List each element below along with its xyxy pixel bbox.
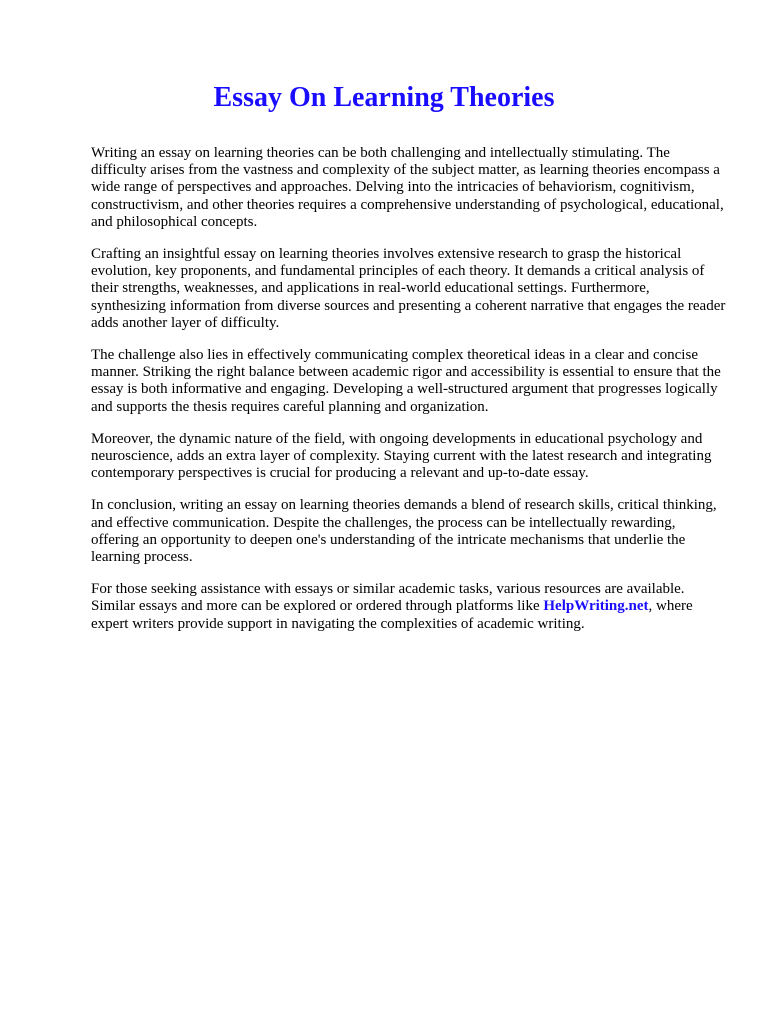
essay-body	[91, 145, 727, 648]
paragraph-6-text-after-link: , where expert writers provide support in navigating the complexities of academic writing.	[91, 598, 693, 632]
paragraph-5: In conclusion, writing an essay on learning theories demands a blend of research skills, critical thinking, and effective communication. Despite the challenges, the process can be intellectually rewarding, offering an opportunity to deepen one's understanding of the intricate mechanisms that underlie the learning process.	[91, 497, 717, 566]
paragraph-6	[91, 581, 727, 633]
paragraph-1: Writing an essay on learning theories can be both challenging and intellectually stimulating. The difficulty arises from the vastness and complexity of the subject matter, as learning theories encompass a wide range of perspectives and approaches. Delving into the intricacies of behaviorism, cognitivism, constructivism, and other theories requires a comprehensive understanding of psychological, educational, and philosophical concepts.	[91, 145, 724, 230]
paragraph-4: Moreover, the dynamic nature of the field, with ongoing developments in educational psychology and neuroscience, adds an extra layer of complexity. Staying current with the latest research and integrating contemporary perspectives is crucial for producing a relevant and up-to-date essay.	[91, 430, 712, 482]
paragraph-2: Crafting an insightful essay on learning theories involves extensive research to grasp the historical evolution, key proponents, and fundamental principles of each theory. It demands a critical analysis of their strengths, weaknesses, and applications in real-world educational settings. Furthermore, synthesizing information from diverse sources and presenting a coherent narrative that engages the reader adds another layer of difficulty.	[91, 246, 726, 331]
paragraph-3: The challenge also lies in effectively communicating complex theoretical ideas in a clear and concise manner. Striking the right balance between academic rigor and accessibility is essential to ensure that the essay is both informative and engaging. Developing a well-structured argument that progresses logically and supports the thesis requires careful planning and organization.	[91, 347, 721, 415]
page-title: Essay On Learning Theories	[213, 82, 555, 113]
paragraph-6-text-before-link: For those seeking assistance with essays or similar academic tasks, various resources are available. Similar essays and more can be explored or ordered through platforms like	[91, 581, 685, 615]
helpwriting-link[interactable]: HelpWriting.net	[543, 598, 649, 615]
